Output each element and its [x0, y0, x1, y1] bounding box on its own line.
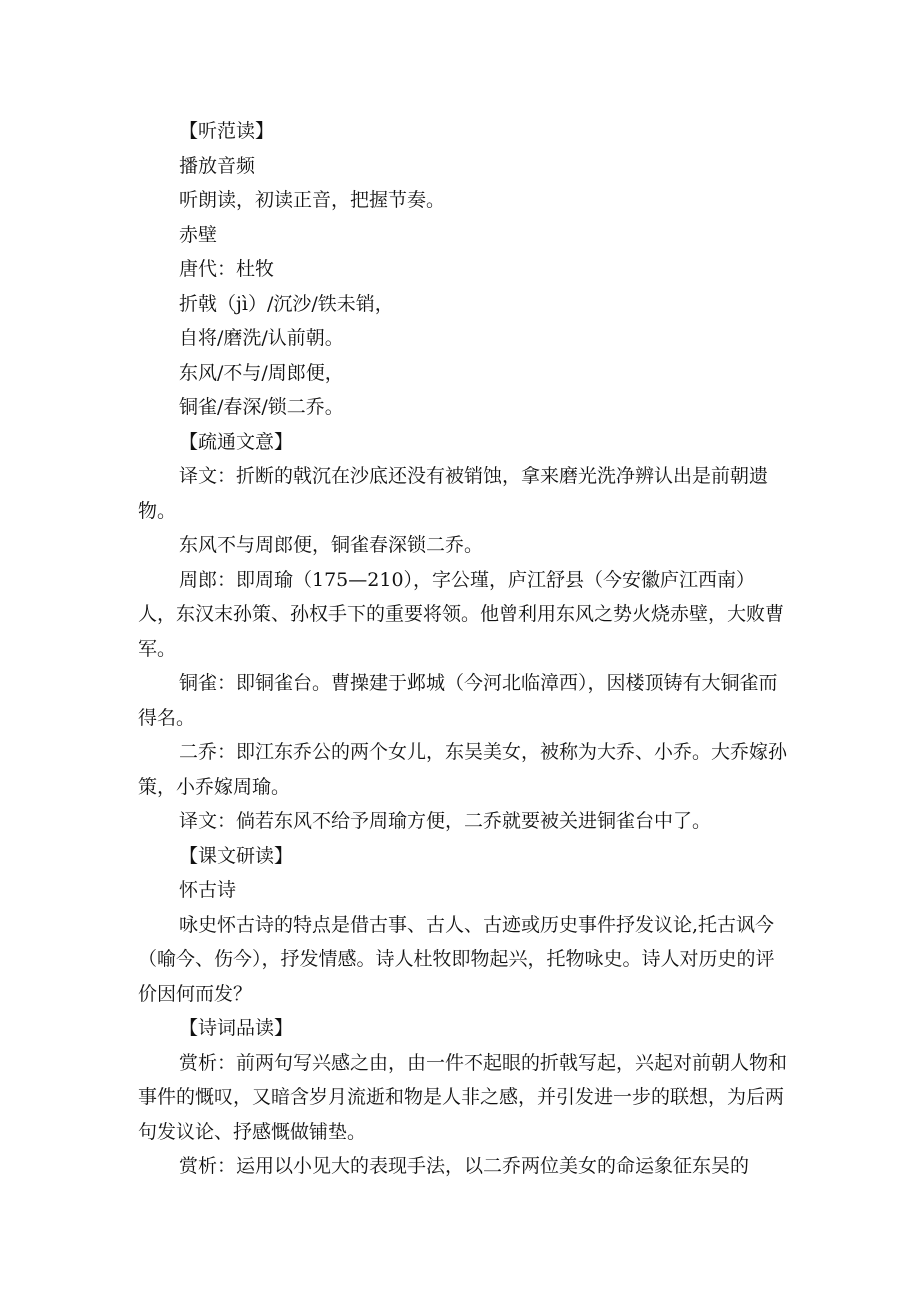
paragraph-translation-2: 译文：倘若东风不给予周瑜方便，二乔就要被关进铜雀台中了。 — [179, 810, 712, 832]
section-heading-listen: 【听范读】 — [179, 120, 275, 142]
section-heading-study: 【课文研读】 — [179, 844, 294, 867]
paragraph-genre-description: 咏史怀古诗的特点是借古事、古人、古迹或历史事件抒发议论,托古讽今（喻今、伤今），抒发情感。诗人杜牧即物起兴，托物咏史。诗人对历史的评价因何而发？ — [138, 913, 775, 1005]
paragraph-genre: 怀古诗 — [179, 879, 237, 901]
section-heading-meaning: 【疏通文意】 — [179, 430, 294, 453]
paragraph-translation-1: 译文：折断的戟沉在沙底还没有被销蚀，拿来磨光洗净辨认出是前朝遗物。 — [138, 465, 769, 522]
poem-line-3: 东风/不与/周郎便， — [179, 361, 344, 384]
poem-line-1: 折戟（jì）/沉沙/铁未销， — [179, 292, 394, 315]
document-body — [138, 114, 790, 1184]
poem-title: 赤壁 — [179, 223, 218, 246]
paragraph-poem-couplet: 东风不与周郎便，铜雀春深锁二乔。 — [179, 534, 484, 556]
section-heading-appreciation: 【诗词品读】 — [179, 1017, 294, 1039]
paragraph-listen-instruction: 听朗读，初读正音，把握节奏。 — [179, 189, 446, 211]
poem-author: 唐代：杜牧 — [179, 258, 275, 280]
poem-line-2: 自将/磨洗/认前朝。 — [179, 327, 344, 349]
paragraph-note-erqiao: 二乔：即江东乔公的两个女儿，东吴美女，被称为大乔、小乔。大乔嫁孙策，小乔嫁周瑜。 — [138, 741, 788, 798]
paragraph-appreciation-1: 赏析：前两句写兴感之由，由一件不起眼的折戟写起，兴起对前朝人物和事件的慨叹，又暗含岁月流逝和物是人非之感，并引发进一步的联想，为后两句发议论、抒感慨做铺垫。 — [138, 1051, 788, 1143]
paragraph-note-zhoulang: 周郎：即周瑜（175—210），字公瑾，庐江舒县（今安徽庐江西南）人，东汉末孙策、孙权手下的重要将领。他曾利用东风之势火烧赤壁，大败曹军。 — [138, 568, 785, 660]
paragraph-play-audio: 播放音频 — [179, 154, 256, 177]
poem-line-4: 铜雀/春深/锁二乔。 — [179, 396, 344, 418]
paragraph-appreciation-2: 赏析：运用以小见大的表现手法，以二乔两位美女的命运象征东吴的 — [179, 1155, 750, 1177]
paragraph-note-tongque: 铜雀：即铜雀台。曹操建于邺城（今河北临漳西），因楼顶铸有大铜雀而得名。 — [138, 672, 778, 729]
